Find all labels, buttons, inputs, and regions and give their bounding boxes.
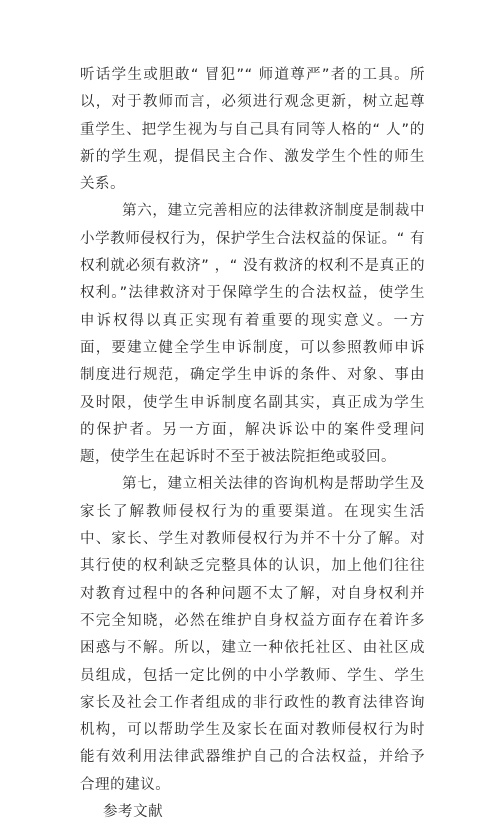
document-body [80,62,425,826]
references-heading: 参考文献 [103,804,164,821]
paragraph-continuation: 听话学生或胆敢“ 冒犯”“ 师道尊严”者的工具。所以，对于教师而言，必须进行观念更新，树立起尊重学生、把学生视为与自己具有同等人格的“ 人”的新的学生观，提倡民主合作、激发学生个性的师生关系。 [80,67,425,193]
paragraph-sixth-point: 第六，建立完善相应的法律救济制度是制裁中小学教师侵权行为，保护学生合法权益的保证。“ 有权利就必须有救济” ，“ 没有救济的权利不是真正的权利。”法律救济对于保障学生的合法权益，使学生申诉权得以真正实现有着重要的现实意义。一方面，要建立健全学生申诉制度，可以参照教师申诉制度进行规范，确定学生申诉的条件、对象、事由及时限，使学生申诉制度名副其实，真正成为学生的保护者。另一方面，解决诉讼中的案件受理问题，使学生在起诉时不至于被法院拒绝或驳回。 [80,203,426,466]
paragraph-seventh-point: 第七，建立相关法律的咨询机构是帮助学生及家长了解教师侵权行为的重要渠道。在现实生活中、家长、学生对教师侵权行为并不十分了解。对其行使的权利缺乏完整具体的认识，加上他们往往对教育过程中的各种问题不太了解，对自身权利并不完全知晓，必然在维护自身权益方面存在着许多困惑与不解。所以，建立一种依托社区、由社区成员组成，包括一定比例的中小学教师、学生、学生家长及社会工作者组成的非行政性的教育法律咨询机构，可以帮助学生及家长在面对教师侵权行为时能有效利用法律武器维护自己的合法权益，并给予合理的建议。 [80,476,426,793]
